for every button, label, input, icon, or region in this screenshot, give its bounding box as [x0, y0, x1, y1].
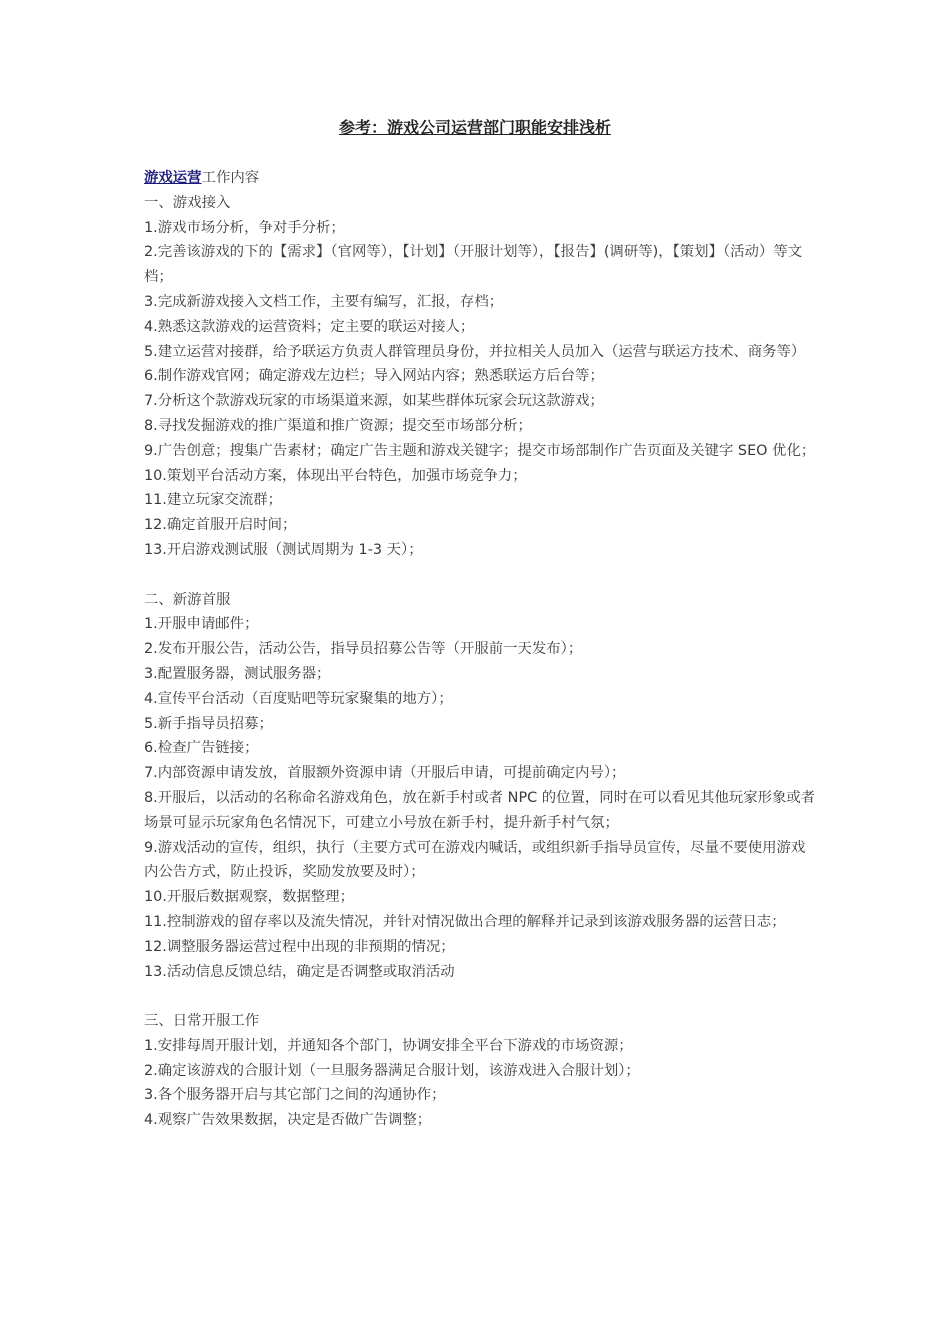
list-item: 5.新手指导员招募；	[144, 715, 273, 732]
game-operation-link[interactable]: 游戏运营	[144, 170, 202, 186]
list-item: 8.寻找发掘游戏的推广渠道和推广资源；提交至市场部分析；	[144, 417, 532, 434]
list-item: 12.调整服务器运营过程中出现的非预期的情况；	[144, 938, 455, 955]
list-item: 2.完善该游戏的下的【需求】（官网等），【计划】（开服计划等），【报告】(调研等)，【策划】（活动）等文档；	[144, 244, 803, 286]
list-item: 9.广告创意；搜集广告素材；确定广告主题和游戏关键字；提交市场部制作广告页面及关键字 SEO 优化；	[144, 442, 816, 459]
list-item: 4.熟悉这款游戏的运营资料；定主要的联运对接人；	[144, 318, 475, 335]
list-item: 3.完成新游戏接入文档工作，主要有编写，汇报，存档；	[144, 293, 504, 310]
list-item: 4.观察广告效果数据，决定是否做广告调整；	[144, 1112, 432, 1129]
list-item: 8.开服后，以活动的名称命名游戏角色，放在新手村或者 NPC 的位置，同时在可以看见其他玩家形象或者场景可显示玩家角色名情况下，可建立小号放在新手村，提升新手村气氛；	[144, 789, 816, 831]
list-item: 13.活动信息反馈总结，确定是否调整或取消活动	[144, 963, 455, 980]
document-body	[144, 166, 816, 1133]
list-item: 10.策划平台活动方案，体现出平台特色，加强市场竞争力；	[144, 467, 527, 484]
list-item: 4.宣传平台活动（百度贴吧等玩家聚集的地方）；	[144, 690, 453, 707]
list-item: 6.检查广告链接；	[144, 740, 259, 757]
list-item: 7.内部资源申请发放，首服额外资源申请（开服后申请，可提前确定内号）；	[144, 765, 626, 782]
spacer	[144, 984, 816, 1009]
intro-line	[144, 166, 816, 191]
list-item: 1.游戏市场分析，争对手分析；	[144, 219, 345, 236]
list-item: 9.游戏活动的宣传，组织，执行（主要方式可在游戏内喊话，或组织新手指导员宣传，尽量不要使用游戏内公告方式，防止投诉，奖励发放要及时）；	[144, 839, 806, 881]
list-item: 11.控制游戏的留存率以及流失情况，并针对情况做出合理的解释并记录到该游戏服务器的运营日志；	[144, 913, 786, 930]
list-item: 1.开服申请邮件；	[144, 616, 259, 633]
list-item: 11.建立玩家交流群；	[144, 492, 283, 509]
list-item: 2.确定该游戏的合服计划（一旦服务器满足合服计划，该游戏进入合服计划）；	[144, 1062, 640, 1079]
document-title: 参考：游戏公司运营部门职能安排浅析	[338, 118, 611, 137]
list-item: 3.各个服务器开启与其它部门之间的沟通协作；	[144, 1087, 446, 1104]
list-item: 2.发布开服公告，活动公告，指导员招募公告等（开服前一天发布）；	[144, 641, 583, 658]
list-item: 13.开启游戏测试服（测试周期为 1-3 天）；	[144, 541, 423, 558]
list-item: 10.开服后数据观察，数据整理；	[144, 889, 354, 906]
list-item: 12.确定首服开启时间；	[144, 517, 297, 534]
list-item: 5.建立运营对接群，给予联运方负责人群管理员身份，并拉相关人员加入（运营与联运方技术、商务等）	[144, 343, 806, 360]
list-item: 6.制作游戏官网；确定游戏左边栏；导入网站内容；熟悉联运方后台等；	[144, 368, 604, 385]
list-item: 3.配置服务器，测试服务器；	[144, 665, 331, 682]
spacer	[144, 563, 816, 588]
section-heading: 二、新游首服	[144, 591, 231, 608]
intro-text: 工作内容	[201, 170, 260, 186]
section-heading: 一、游戏接入	[144, 194, 231, 211]
list-item: 7.分析这个款游戏玩家的市场渠道来源，如某些群体玩家会玩这款游戏；	[144, 393, 604, 410]
section-heading: 三、日常开服工作	[144, 1013, 260, 1030]
list-item: 1.安排每周开服计划，并通知各个部门，协调安排全平台下游戏的市场资源；	[144, 1037, 633, 1054]
